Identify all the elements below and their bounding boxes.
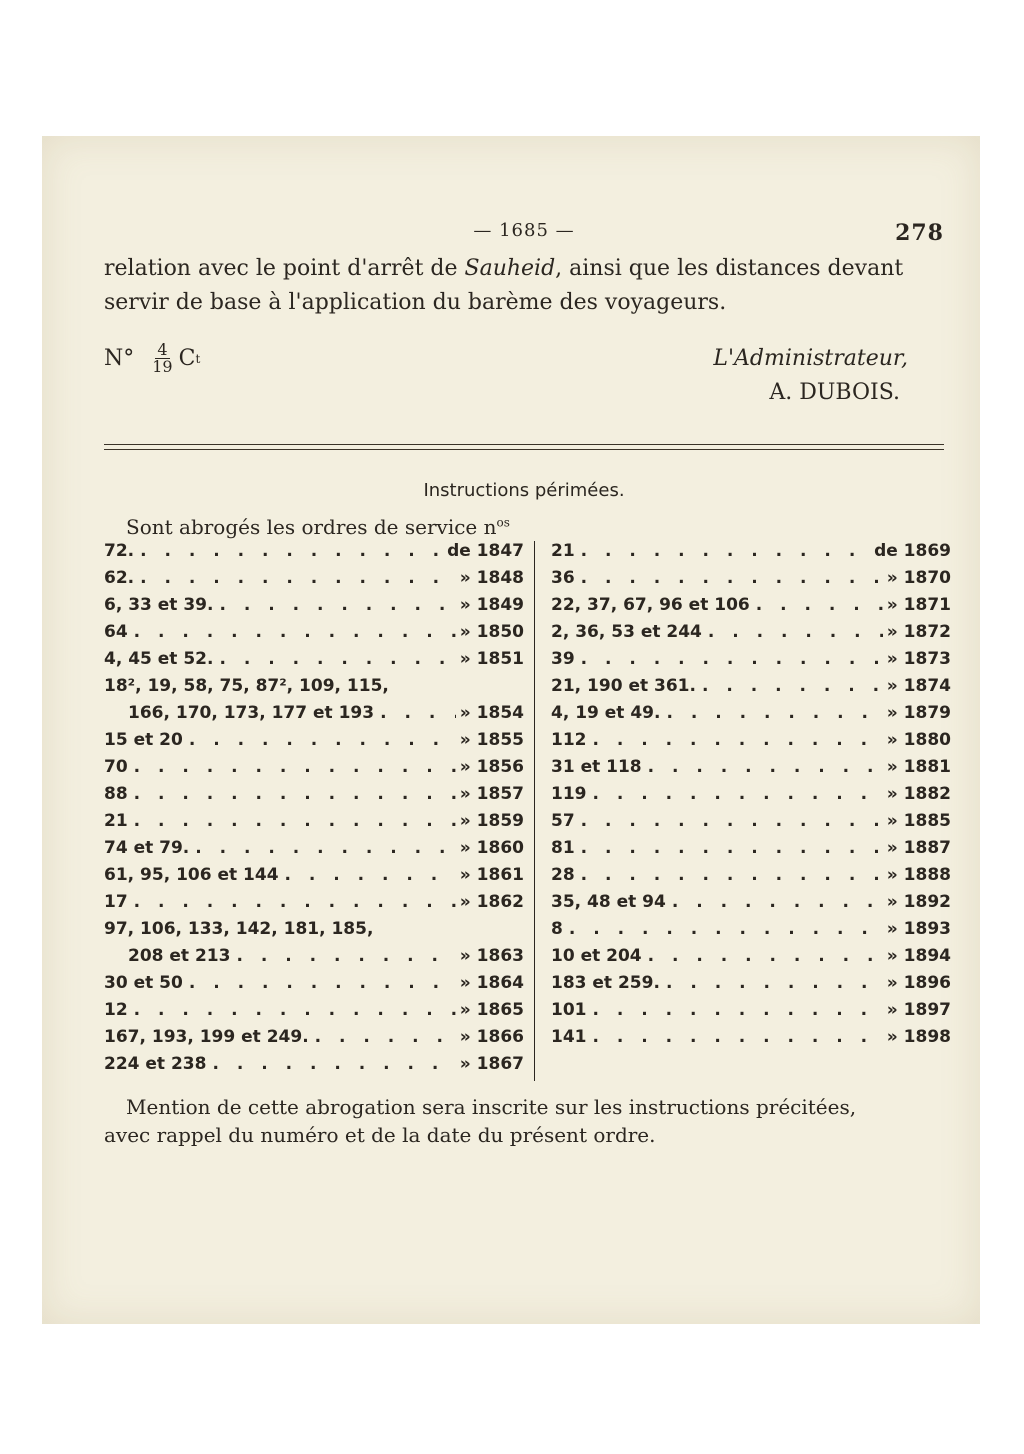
- order-row: [104, 865, 524, 892]
- leader-dots: [183, 973, 456, 993]
- order-year: » 1880: [886, 730, 951, 750]
- abrogation-intro-sup: os: [496, 515, 510, 530]
- order-row: [104, 595, 524, 622]
- section-divider: [104, 444, 944, 450]
- leader-dots: [587, 784, 883, 804]
- order-row: [104, 1000, 524, 1027]
- leader-dots: [702, 622, 883, 642]
- order-numbers: 166, 170, 173, 177 et 193: [128, 703, 375, 723]
- order-numbers: 39: [551, 649, 575, 669]
- leader-dots: [206, 1054, 455, 1074]
- order-row: [551, 676, 951, 703]
- intro-text-before: relation avec le point d'arrêt de: [104, 256, 465, 281]
- leader-dots: [666, 892, 883, 912]
- order-row: [104, 919, 524, 946]
- order-numbers: 4, 45 et 52.: [104, 649, 214, 669]
- order-numbers: 12: [104, 1000, 128, 1020]
- leader-dots: [279, 865, 456, 885]
- leader-dots: [134, 568, 456, 588]
- order-year: » 1850: [459, 622, 524, 642]
- order-row: [104, 568, 524, 595]
- leader-dots: [575, 865, 883, 885]
- order-year: » 1866: [459, 1027, 524, 1047]
- document-page: [42, 136, 980, 1324]
- order-row: [104, 757, 524, 784]
- order-year: » 1865: [459, 1000, 524, 1020]
- order-row: [104, 676, 524, 703]
- order-year: » 1872: [886, 622, 951, 642]
- order-numbers: 57: [551, 811, 575, 831]
- order-numbers: 183 et 259.: [551, 973, 660, 993]
- order-row: [551, 1027, 951, 1054]
- order-year: » 1896: [886, 973, 951, 993]
- order-year: » 1862: [459, 892, 524, 912]
- order-year: » 1898: [886, 1027, 951, 1047]
- order-year: » 1859: [459, 811, 524, 831]
- order-year: » 1867: [459, 1054, 524, 1074]
- order-row: [551, 811, 951, 838]
- abrogated-orders-table: [104, 541, 951, 1081]
- leader-dots: [750, 595, 883, 615]
- order-numbers: 30 et 50: [104, 973, 183, 993]
- left-column: [104, 541, 535, 1081]
- order-numbers: 64: [104, 622, 128, 642]
- order-reference: [104, 342, 200, 375]
- intro-text-after: , ainsi que les distances devant servir de base à l'application du barème des voyageurs.: [104, 256, 904, 315]
- order-numbers: 81: [551, 838, 575, 858]
- order-row: [551, 568, 951, 595]
- leader-dots: [128, 892, 456, 912]
- order-numbers: 6, 33 et 39.: [104, 595, 214, 615]
- order-numbers: 10 et 204: [551, 946, 642, 966]
- order-numbers: 15 et 20: [104, 730, 183, 750]
- right-column: [535, 541, 951, 1081]
- page-content: [104, 216, 951, 1149]
- order-row: [551, 784, 951, 811]
- order-numbers: 74 et 79.: [104, 838, 190, 858]
- signer-name: A. DUBOIS.: [769, 380, 900, 405]
- order-numbers: 35, 48 et 94: [551, 892, 666, 912]
- order-numbers: 22, 37, 67, 96 et 106: [551, 595, 750, 615]
- leader-dots: [660, 703, 882, 723]
- leader-dots: [128, 757, 456, 777]
- order-year: » 1881: [886, 757, 951, 777]
- order-row: [104, 1027, 524, 1054]
- signer: [713, 342, 908, 410]
- leader-dots: [213, 595, 455, 615]
- reference-suffix: C: [178, 346, 196, 371]
- leader-dots: [128, 1000, 456, 1020]
- closing-line-2: avec rappel du numéro et de la date du présent ordre.: [104, 1123, 656, 1147]
- order-year: » 1851: [459, 649, 524, 669]
- order-row: [551, 892, 951, 919]
- order-year: » 1897: [886, 1000, 951, 1020]
- order-year: » 1855: [459, 730, 524, 750]
- order-year: » 1864: [459, 973, 524, 993]
- order-year: » 1863: [459, 946, 524, 966]
- reference-prefix: N°: [104, 346, 135, 371]
- reference-suffix-sup: t: [195, 351, 201, 366]
- order-row: [551, 757, 951, 784]
- leader-dots: [374, 703, 456, 723]
- order-numbers: 8: [551, 919, 563, 939]
- order-row: [104, 838, 524, 865]
- leader-dots: [587, 1000, 883, 1020]
- running-head-title: — 1685 —: [473, 220, 575, 241]
- leader-dots: [183, 730, 456, 750]
- order-year: » 1888: [886, 865, 951, 885]
- order-numbers: 2, 36, 53 et 244: [551, 622, 702, 642]
- order-year: » 1861: [459, 865, 524, 885]
- order-row: [104, 784, 524, 811]
- order-row: [104, 730, 524, 757]
- order-numbers: 28: [551, 865, 575, 885]
- order-row: [551, 865, 951, 892]
- order-numbers: 167, 193, 199 et 249.: [104, 1027, 309, 1047]
- order-year: » 1885: [886, 811, 951, 831]
- order-row: [551, 649, 951, 676]
- leader-dots: [563, 919, 883, 939]
- order-year: de 1847: [447, 541, 524, 561]
- leader-dots: [128, 622, 456, 642]
- page-number: 278: [895, 220, 944, 246]
- order-numbers: 18², 19, 58, 75, 87², 109, 115,: [104, 676, 389, 696]
- order-numbers: 61, 95, 106 et 144: [104, 865, 279, 885]
- order-year: de 1869: [874, 541, 951, 561]
- order-numbers: 208 et 213: [128, 946, 231, 966]
- order-row: [551, 730, 951, 757]
- order-numbers: 62.: [104, 568, 135, 588]
- order-numbers: 21, 190 et 361.: [551, 676, 696, 696]
- order-year: » 1873: [886, 649, 951, 669]
- leader-dots: [587, 1027, 883, 1047]
- leader-dots: [660, 973, 883, 993]
- leader-dots: [213, 649, 455, 669]
- order-numbers: 31 et 118: [551, 757, 642, 777]
- leader-dots: [230, 946, 455, 966]
- leader-dots: [642, 757, 883, 777]
- leader-dots: [309, 1027, 456, 1047]
- order-row: [551, 973, 951, 1000]
- order-numbers: 97, 106, 133, 142, 181, 185,: [104, 919, 374, 939]
- order-numbers: 101: [551, 1000, 587, 1020]
- order-year: » 1857: [459, 784, 524, 804]
- order-numbers: 72.: [104, 541, 135, 561]
- order-year: » 1893: [886, 919, 951, 939]
- reference-denominator: 19: [152, 357, 173, 376]
- leader-dots: [575, 541, 870, 561]
- order-year: » 1849: [459, 595, 524, 615]
- leader-dots: [128, 811, 456, 831]
- leader-dots: [696, 676, 883, 696]
- leader-dots: [587, 730, 883, 750]
- order-numbers: 70: [104, 757, 128, 777]
- order-year: » 1874: [886, 676, 951, 696]
- signature-block: [104, 342, 944, 422]
- order-year: » 1856: [459, 757, 524, 777]
- running-head: [104, 216, 944, 252]
- order-year: » 1848: [459, 568, 524, 588]
- order-year: » 1894: [886, 946, 951, 966]
- leader-dots: [189, 838, 456, 858]
- order-year: » 1892: [886, 892, 951, 912]
- order-numbers: 141: [551, 1027, 587, 1047]
- order-numbers: 21: [551, 541, 575, 561]
- order-numbers: 88: [104, 784, 128, 804]
- order-numbers: 112: [551, 730, 587, 750]
- leader-dots: [575, 649, 883, 669]
- order-row: [551, 838, 951, 865]
- order-row: [551, 703, 951, 730]
- order-row: [104, 811, 524, 838]
- order-year: » 1854: [459, 703, 524, 723]
- order-row: [551, 541, 951, 568]
- order-numbers: 224 et 238: [104, 1054, 207, 1074]
- abrogation-intro: [104, 515, 944, 539]
- order-numbers: 4, 19 et 49.: [551, 703, 661, 723]
- order-year: » 1860: [459, 838, 524, 858]
- leader-dots: [128, 784, 456, 804]
- order-numbers: 119: [551, 784, 587, 804]
- abrogation-intro-text: Sont abrogés les ordres de service n: [126, 515, 497, 539]
- closing-line-1: Mention de cette abrogation sera inscrite sur les instructions précitées,: [126, 1095, 857, 1119]
- leader-dots: [642, 946, 883, 966]
- leader-dots: [134, 541, 443, 561]
- reference-numerator: 4: [157, 340, 168, 359]
- order-row: [104, 946, 524, 973]
- order-numbers: 17: [104, 892, 128, 912]
- order-year: » 1887: [886, 838, 951, 858]
- order-row: [551, 946, 951, 973]
- reference-fraction: [152, 342, 172, 375]
- order-year: » 1871: [886, 595, 951, 615]
- signer-role: L'Administrateur,: [713, 346, 908, 371]
- order-row: [104, 649, 524, 676]
- order-row: [104, 541, 524, 568]
- order-row: [551, 595, 951, 622]
- leader-dots: [575, 811, 883, 831]
- order-row: [104, 703, 524, 730]
- order-row: [104, 622, 524, 649]
- closing-paragraph: [104, 1093, 944, 1149]
- section-title: Instructions périmées.: [423, 480, 625, 501]
- order-year: » 1882: [886, 784, 951, 804]
- intro-place-name: Sauheid: [464, 256, 556, 281]
- leader-dots: [575, 568, 883, 588]
- order-row: [551, 622, 951, 649]
- order-row: [551, 1000, 951, 1027]
- order-row: [104, 973, 524, 1000]
- order-numbers: 21: [104, 811, 128, 831]
- order-row: [551, 919, 951, 946]
- order-numbers: 36: [551, 568, 575, 588]
- intro-paragraph: [104, 252, 944, 320]
- order-year: » 1870: [886, 568, 951, 588]
- leader-dots: [575, 838, 883, 858]
- order-row: [104, 1054, 524, 1081]
- order-year: » 1879: [886, 703, 951, 723]
- order-row: [104, 892, 524, 919]
